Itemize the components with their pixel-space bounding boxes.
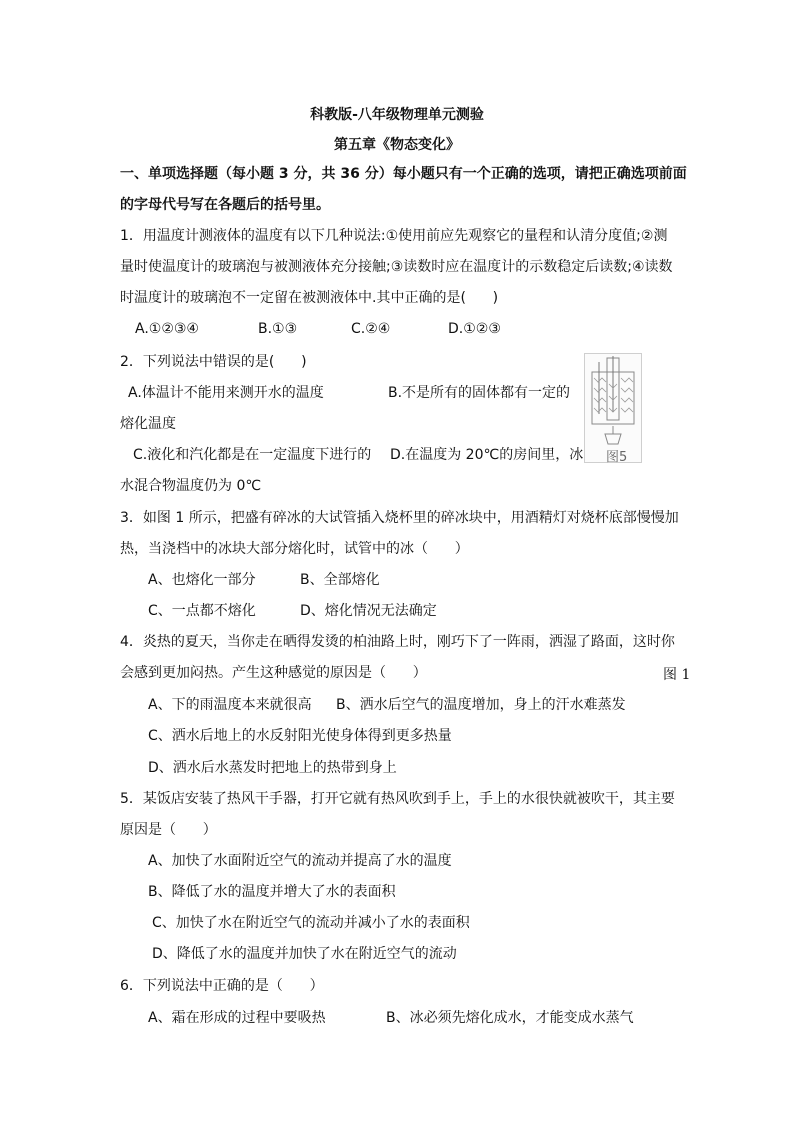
q2-option-d: D.在温度为 20℃的房间里，冰 — [390, 447, 584, 463]
q5-option-d: D、降低了水的温度并加快了水在附近空气的流动 — [152, 946, 457, 962]
q5-line1: 5．某饭店安装了热风干手器，打开它就有热风吹到手上，手上的水很快就被吹干，其主要 — [120, 791, 675, 807]
q5-option-c: C、加快了水在附近空气的流动并减小了水的表面积 — [152, 915, 470, 931]
q4-line2: 会感到更加闷热。产生这种感觉的原因是（ ） — [120, 665, 427, 681]
q2-option-c: C.液化和汽化都是在一定温度下进行的 — [133, 447, 372, 463]
q4-option-d: D、洒水后水蒸发时把地上的热带到身上 — [148, 760, 397, 776]
q3-option-b: B、全部熔化 — [300, 572, 380, 588]
q3-option-a: A、也熔化一部分 — [148, 572, 256, 588]
q6-line1: 6．下列说法中正确的是（ ） — [120, 978, 324, 994]
page-title: 科教版-八年级物理单元测验 — [310, 107, 484, 123]
q2-option-a: A.体温计不能用来测开水的温度 — [128, 385, 324, 401]
q4-line1: 4．炎热的夏天，当你走在晒得发烫的柏油路上时，刚巧下了一阵雨，洒湿了路面，这时你 — [120, 634, 675, 650]
q3-option-d: D、熔化情况无法确定 — [300, 603, 437, 619]
q1-option-a: A.①②③④ — [135, 321, 199, 337]
q1-line2: 量时使温度计的玻璃泡与被测液体充分接触;③读数时应在温度计的示数稳定后读数;④读数 — [120, 259, 673, 275]
q1-line1: 1．用温度计测液体的温度有以下几种说法:①使用前应先观察它的量程和认清分度值;②测 — [120, 228, 668, 244]
q2-option-d-cont: 水混合物温度仍为 0℃ — [120, 478, 262, 494]
q6-option-b: B、冰必须先熔化成水，才能变成水蒸气 — [386, 1010, 634, 1026]
q3-line2: 热，当浇档中的冰块大部分熔化时，试管中的冰（ ） — [120, 541, 469, 557]
q4-option-c: C、洒水后地上的水反射阳光使身体得到更多热量 — [148, 728, 452, 744]
q1-option-c: C.②④ — [351, 321, 391, 337]
q1-line3: 时温度计的玻璃泡不一定留在被测液体中.其中正确的是( ) — [120, 290, 499, 306]
q3-option-c: C、一点都不熔化 — [148, 603, 256, 619]
q2-option-b-cont: 熔化温度 — [120, 416, 176, 432]
q4-option-b: B、洒水后空气的温度增加，身上的汗水难蒸发 — [336, 697, 626, 713]
page-subtitle: 第五章《物态变化》 — [334, 137, 460, 153]
q4-option-a: A、下的雨温度本来就很高 — [148, 697, 312, 713]
q5-option-a: A、加快了水面附近空气的流动并提高了水的温度 — [148, 853, 452, 869]
q3-line1: 3．如图 1 所示，把盛有碎冰的大试管插入烧杯里的碎冰块中，用酒精灯对烧杯底部慢慢加 — [120, 510, 679, 526]
q5-option-b: B、降低了水的温度并增大了水的表面积 — [148, 884, 396, 900]
q5-line2: 原因是（ ） — [120, 822, 217, 838]
q2-option-b: B.不是所有的固体都有一定的 — [388, 385, 571, 401]
section-heading-line1: 一、单项选择题（每小题 3 分，共 36 分）每小题只有一个正确的选项，请把正确选项前面 — [120, 166, 687, 182]
section-heading-line2: 的字母代号写在各题后的括号里。 — [120, 197, 330, 213]
q2-line1: 2．下列说法中错误的是( ) — [120, 354, 307, 370]
figure-1-label: 图 1 — [663, 667, 691, 683]
q6-option-a: A、霜在形成的过程中要吸热 — [148, 1010, 326, 1026]
figure-5-label: 图5 — [606, 450, 628, 465]
q1-option-d: D.①②③ — [448, 321, 501, 337]
q1-option-b: B.①③ — [258, 321, 298, 337]
